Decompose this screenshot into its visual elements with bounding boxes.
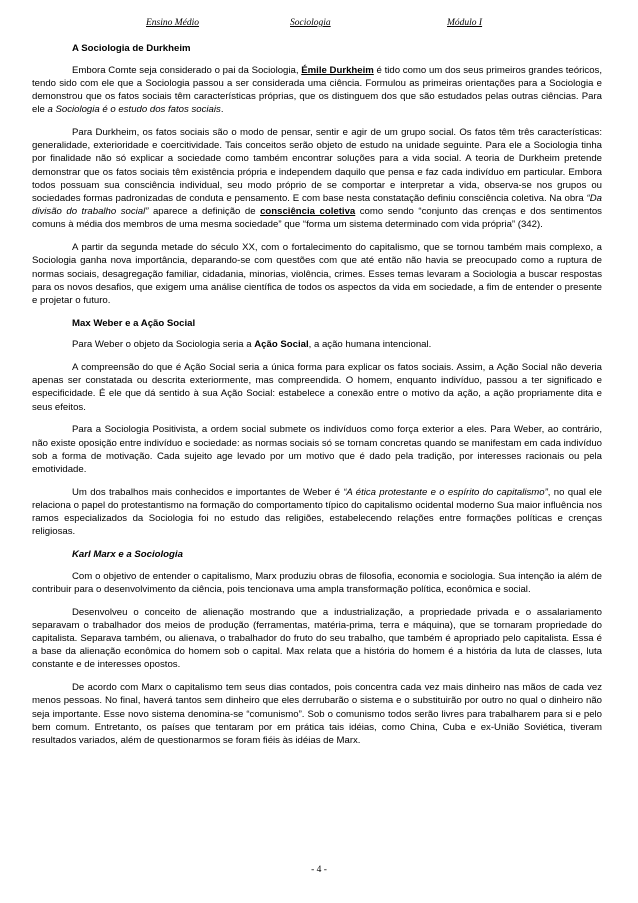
book-title: “A ética protestante e o espírito do capitalismo” — [343, 486, 548, 498]
header-module: Módulo I — [447, 18, 483, 28]
emphasis-term: consciência coletiva — [260, 206, 356, 218]
text-run: aparece a definição de — [148, 206, 261, 218]
header-level: Ensino Médio — [146, 18, 200, 28]
text-run: Para Weber o objeto da Sociologia seria a — [72, 339, 255, 351]
paragraph: Com o objetivo de entender o capitalismo, Marx produziu obras de filosofia, economia e sociologia. Sua intenção ia além de contribuir para o desenvolvimento da ciência, pois tencionava uma ampla transformação política, econômica e social. — [32, 570, 602, 595]
emphasis-definition: a Sociologia é o estudo dos fatos sociais — [47, 104, 221, 116]
text-run: Um dos trabalhos mais conhecidos e importantes de Weber é — [72, 486, 344, 498]
header-subject: Sociologia — [290, 18, 331, 28]
text-run: é tido como um dos seus primeiros grandes teóricos, tendo sido com ele que a Sociologia passou a ser considerada uma ciência. Formulou as primeiras orientações para a Sociologia e demonstrou que os fatos sociais têm características próprias, que os distinguem dos que são estudados pelas outras ciências. Para ele — [32, 64, 602, 116]
page-number: - 4 - — [311, 865, 327, 875]
text-run: Para Durkheim, os fatos sociais são o modo de pensar, sentir e agir de um grupo social. Os fatos têm três características: generalidade, exterioridade e coercitividade. Tais conceitos serão objeto de estudo na unidade seguinte. Para ele a Sociologia tinha por finalidade não só explicar a sociedade como também encontrar soluções para a vida social. A teoria de Durkheim pretende demonstrar que os fatos sociais têm existência própria e independem daquilo que pensa e faz cada indivíduo em particular. Embora todos possuam sua consciência individual, seu modo próprio de se comportar e interpretar a vida, observa-se nos grupos ou sociedades formas padronizadas de conduta e pensamento. E com base nesta constatação definiu consciência coletiva. Na obra — [32, 127, 602, 205]
section-title-weber: Max Weber e a Ação Social — [72, 317, 196, 329]
paragraph: Para a Sociologia Positivista, a ordem social submete os indivíduos como força exterior a eles. Para Weber, ao contrário, não existe oposição entre indivíduo e sociedade: as normas sociais só se tornam concretas quando se manifestam em cada indivíduo sob a forma de motivação. Cada sujeito age levado por um motivo que é dado pela tradição, por interesses racionais ou pela emotividade. — [32, 424, 602, 475]
text-run: , a ação humana intencional. — [308, 339, 432, 351]
section-title-durkheim: A Sociologia de Durkheim — [72, 43, 191, 54]
paragraph — [32, 486, 602, 539]
paragraph: Desenvolveu o conceito de alienação mostrando que a industrialização, a propriedade privada e o assalariamento separavam o trabalhador dos meios de produção (ferramentas, matéria-prima, terra e máquina), que se tornaram propriedade do capitalista. Separava também, ou alienava, o trabalhador do fruto do seu trabalho, que também é apropriado pelo capitalista. Essa é a base da alienação econômica do homem sob o capital. Max relata que a história do homem é a história da luta de classes, luta constante e de interesses opostos. — [32, 606, 602, 671]
section-title-marx: Karl Marx e a Sociologia — [72, 549, 183, 560]
text-run: Embora Comte seja considerado o pai da Sociologia, — [72, 64, 302, 76]
paragraph: A compreensão do que é Ação Social seria a única forma para explicar os fatos sociais. Assim, a Ação Social não deveria apenas ser constatada ou descrita exteriormente, mas compreendida. O homem, enquanto indivíduo, passou a ter significado e especificidade. É ele que dá sentido à sua Ação Social: estabelece a conexão entre o motivo da ação, a ação propriamente dita e seus efeitos. — [32, 362, 602, 413]
text-run: como sendo “conjunto das crenças e dos sentimentos comuns à média dos membros de uma mesma sociedade” que “forma um sistema determinado com vida própria” (342). — [32, 206, 602, 231]
document-body — [32, 42, 602, 757]
emphasis-name: Émile Durkheim — [301, 64, 374, 76]
emphasis-term: Ação Social — [254, 339, 309, 351]
paragraph — [32, 338, 602, 351]
paragraph — [32, 126, 602, 232]
text-run: , no qual ele relaciona o papel do protestantismo na formação do comportamento típico do capitalismo ocidental moderno Sua maior influência nos ramos especializados da Sociologia foi no estudo das religiões, estabelecendo relações entre formações políticas e crenças religiosas. — [32, 486, 602, 538]
page-header — [0, 18, 638, 32]
paragraph: A partir da segunda metade do século XX, com o fortalecimento do capitalismo, que se tornou também mais complexo, a Sociologia ganha nova importância, deparando-se com questões com que até então não havia se preocupado como a ruptura de normas sociais, desagregação familiar, cidadania, minorias, violência, crimes. Esses temas levaram a Sociologia a buscar respostas para os novos desafios, que exigem uma análise científica de todos os aspectos da vida em sociedade, a fim de entender o presente e projetar o futuro. — [32, 242, 602, 306]
book-title: “Da divisão do trabalho social” — [32, 193, 602, 218]
paragraph: De acordo com Marx o capitalismo tem seus dias contados, pois concentra cada vez mais dinheiro nas mãos de cada vez menos pessoas. No final, haverá tantos sem dinheiro que eles derrubarão o sistema e o substituirão por outro no qual o dinheiro não seja importante. Esse novo sistema denomina-se “comunismo”. Sob o comunismo todos serão livres para trabalharem para si e pelo bem comum. Entretanto, os países que tentaram por em prática tais idéias, como China, Cuba e ex-União Soviética, tiveram resultados variados, além de questionarmos se foram fiéis às idéias de Marx. — [32, 682, 602, 746]
paragraph — [32, 64, 602, 117]
text-run: . — [220, 104, 224, 116]
